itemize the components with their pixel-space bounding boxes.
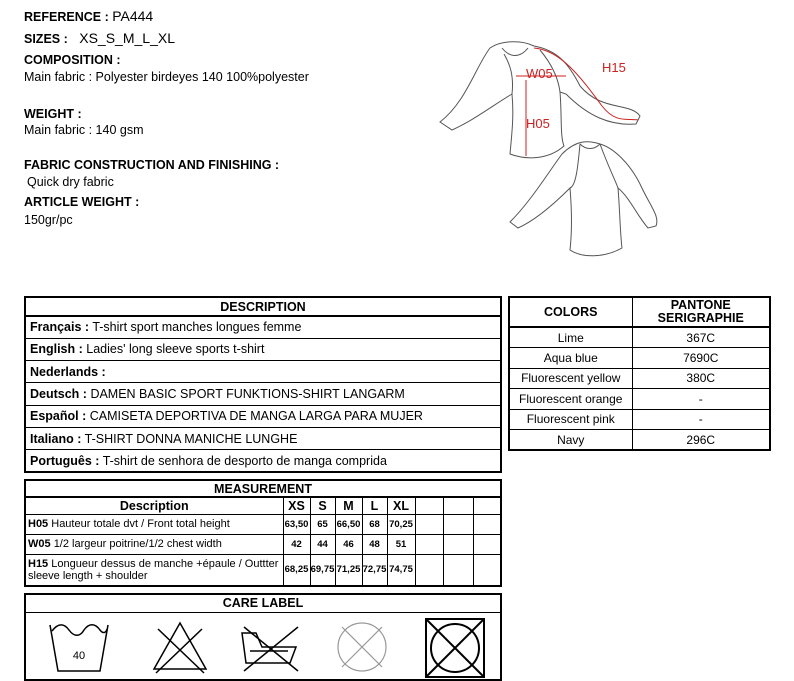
sizes-value: XS_S_M_L_XL <box>79 30 175 46</box>
measurement-desc-header: Description <box>25 497 283 514</box>
measurement-row: H05 Hauteur totale dvt / Front total height 63,50 65 66,50 68 70,25 <box>25 514 501 534</box>
size-header: XL <box>387 497 415 514</box>
h05-label: H05 <box>526 116 550 131</box>
size-header: S <box>310 497 335 514</box>
size-header: M <box>335 497 362 514</box>
description-row: Français : T-shirt sport manches longues femme <box>25 316 501 338</box>
description-row: Português : T-shirt de senhora de desporto de manga comprida <box>25 450 501 472</box>
color-row: Fluorescent yellow 380C <box>509 368 770 389</box>
description-title: DESCRIPTION <box>25 297 501 316</box>
colors-header: COLORS <box>509 297 632 327</box>
sizes-label: SIZES : <box>24 32 68 46</box>
reference-value: PA444 <box>112 8 154 24</box>
wash-40-icon <box>48 617 110 677</box>
description-row: Italiano : T-SHIRT DONNA MANICHE LUNGHE <box>25 427 501 449</box>
description-table <box>24 296 502 473</box>
article-weight-label: ARTICLE WEIGHT : <box>24 195 140 209</box>
h15-label: H15 <box>602 60 626 75</box>
no-dry-clean-icon <box>424 617 486 679</box>
reference-label: REFERENCE : <box>24 10 109 24</box>
fabric-value: Quick dry fabric <box>27 175 114 189</box>
care-label-section <box>24 593 502 681</box>
description-row: Español : CAMISETA DEPORTIVA DE MANGA LARGA PARA MUJER <box>25 405 501 427</box>
color-row: Lime 367C <box>509 327 770 348</box>
color-row: Fluorescent orange - <box>509 389 770 410</box>
color-row: Aqua blue 7690C <box>509 348 770 369</box>
composition-value: Main fabric : Polyester birdeyes 140 100%polyester <box>24 70 309 84</box>
article-weight-value: 150gr/pc <box>24 213 73 227</box>
reference-line <box>24 8 153 25</box>
size-header: L <box>362 497 387 514</box>
fabric-label: FABRIC CONSTRUCTION AND FINISHING : <box>24 158 280 172</box>
colors-table <box>508 296 771 451</box>
measurement-table <box>24 479 502 587</box>
garment-sketch <box>430 36 660 261</box>
weight-label: WEIGHT : <box>24 107 82 121</box>
description-row: Deutsch : DAMEN BASIC SPORT FUNKTIONS-SHIRT LANGARM <box>25 383 501 405</box>
h15-line <box>534 48 638 120</box>
wash-temp-text: 40 <box>72 650 86 662</box>
color-row: Navy 296C <box>509 430 770 451</box>
w05-label: W05 <box>526 66 553 81</box>
composition-label: COMPOSITION : <box>24 53 121 67</box>
pantone-header: PANTONE SERIGRAPHIE <box>632 297 770 327</box>
color-row: Fluorescent pink - <box>509 409 770 430</box>
size-header: XS <box>283 497 310 514</box>
description-row: English : Ladies' long sleeve sports t-shirt <box>25 338 501 360</box>
measurement-row: H15 Longueur dessus de manche +épaule / Outtter sleeve length + shoulder 68,25 69,75 71,25 72,75 74,75 <box>25 554 501 586</box>
description-row: Nederlands : <box>25 361 501 383</box>
sizes-line <box>24 30 175 47</box>
weight-value: Main fabric : 140 gsm <box>24 123 144 137</box>
measurement-title: MEASUREMENT <box>25 480 501 497</box>
measurement-row: W05 1/2 largeur poitrine/1/2 chest width 42 44 46 48 51 <box>25 534 501 554</box>
back-shirt-outline <box>510 142 657 256</box>
care-label-title: CARE LABEL <box>26 595 500 613</box>
no-iron-icon <box>332 617 392 677</box>
no-tumble-dry-icon <box>236 617 306 677</box>
no-bleach-icon <box>150 617 210 677</box>
